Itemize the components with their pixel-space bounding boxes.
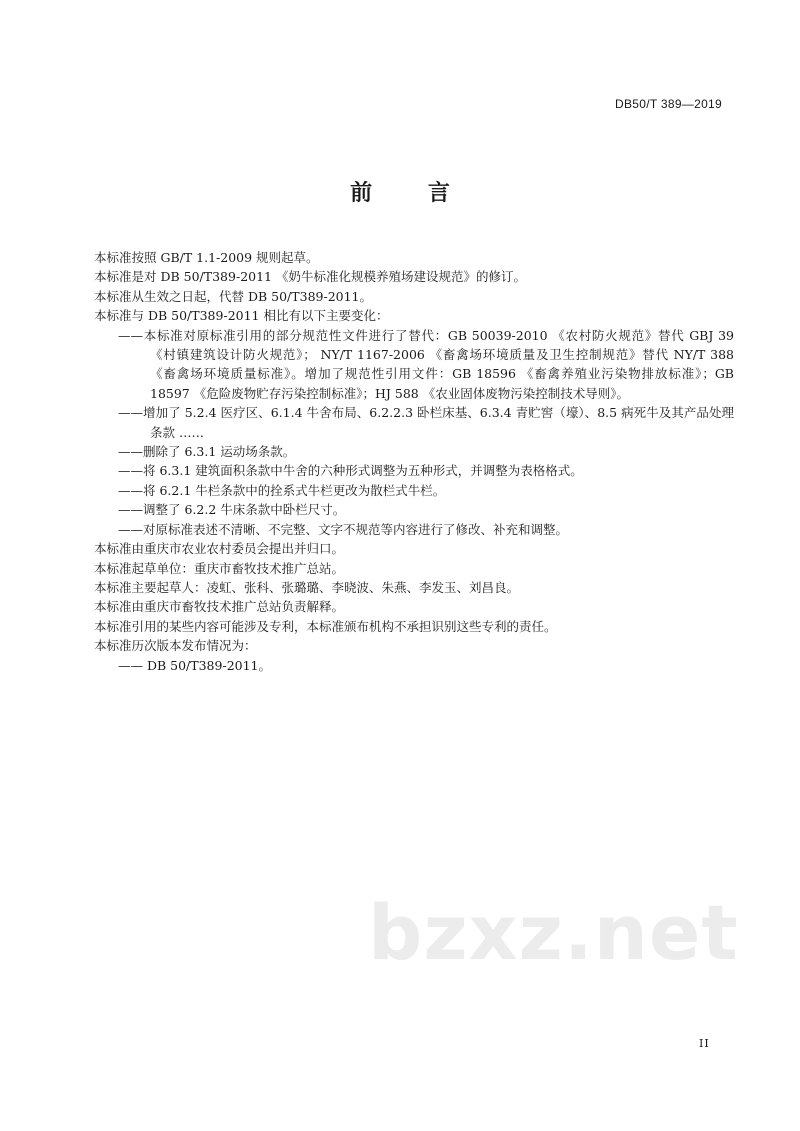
paragraph: 本标准从生效之日起，代替 DB 50/T389-2011。	[94, 288, 373, 304]
paragraph: 本标准由重庆市农业农村委员会提出并归口。	[94, 541, 345, 557]
change-item: ——本标准对原标准引用的部分规范性文件进行了替代：GB 50039-2010 《农村防火规范》替代 GBJ 39 《村镇建筑设计防火规范》； NY/T 1167-2006 《畜禽场环境质量及卫生控制规范》替代 NY/T 388 《畜禽场环境质量标准》。增加了规范性引用文件：GB 18596 《畜禽养殖业污染物排放标准》；GB 18597 《危险废物贮存污染控制标准》；HJ 588 《农业固体废物污染控制技术导则》。	[118, 327, 734, 401]
history-item: —— DB 50/T389-2011。	[118, 657, 272, 673]
change-item: ——对原标准表述不清晰、不完整、文字不规范等内容进行了修改、补充和调整。	[118, 521, 569, 537]
change-item: ——将 6.2.1 牛栏条款中的拴系式牛栏更改为散栏式牛栏。	[118, 482, 446, 498]
change-list	[94, 326, 734, 539]
document-body	[94, 248, 734, 675]
page-title: 前 言	[350, 181, 474, 206]
change-item: ——调整了 6.2.2 牛床条款中卧栏尺寸。	[118, 502, 346, 518]
paragraph: 本标准引用的某些内容可能涉及专利，本标准颁布机构不承担识别这些专利的责任。	[94, 618, 557, 634]
standard-code: DB50/T 389—2019	[614, 97, 722, 111]
watermark: bzxz.net	[368, 888, 739, 977]
page-number: II	[699, 1037, 710, 1050]
change-item: ——将 6.3.1 建筑面积条款中牛舍的六种形式调整为五种形式，并调整为表格格式。	[118, 463, 583, 479]
paragraph: 本标准与 DB 50/T389-2011 相比有以下主要变化：	[94, 308, 389, 324]
paragraph: 本标准是对 DB 50/T389-2011 《奶牛标准化规模养殖场建设规范》的修订。	[94, 269, 526, 285]
change-item: ——删除了 6.3.1 运动场条款。	[118, 444, 296, 460]
paragraph: 本标准起草单位：重庆市畜牧技术推广总站。	[94, 560, 345, 576]
change-item: ——增加了 5.2.4 医疗区、6.1.4 牛舍布局、6.2.2.3 卧栏床基、6.3.4 青贮窖（壕）、8.5 病死牛及其产品处理条款 ……	[118, 405, 734, 440]
paragraph: 本标准由重庆市畜牧技术推广总站负责解释。	[94, 599, 345, 615]
paragraph: 本标准历次版本发布情况为：	[94, 638, 257, 654]
paragraph: 本标准主要起草人：凌虹、张科、张璐璐、李晓波、朱燕、李发玉、刘昌良。	[94, 579, 520, 595]
paragraph: 本标准按照 GB/T 1.1-2009 规则起草。	[94, 250, 319, 265]
